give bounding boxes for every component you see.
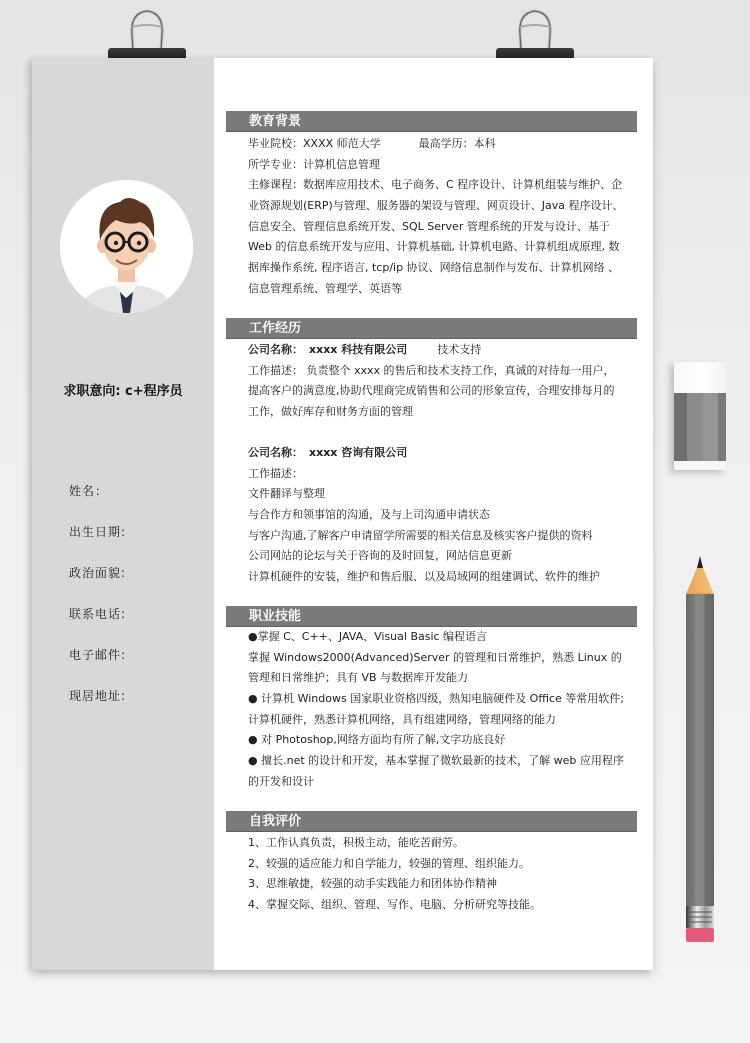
- skill-line: ●掌握 C、C++、JAVA、Visual Basic 编程语言: [248, 630, 488, 643]
- info-address: 现居地址:: [69, 689, 127, 703]
- resume-sidebar: [32, 58, 214, 970]
- major: 所学专业：计算机信息管理: [248, 157, 380, 171]
- personal-info-list: [69, 482, 126, 728]
- skill-line: ● 擅长.net 的设计和开发，基本掌握了微软最新的技术，了解 web 应用程序: [248, 754, 624, 768]
- section-header-self-evaluation: 自我评价: [226, 811, 637, 832]
- info-political-status: 政治面貌:: [69, 566, 127, 580]
- courses-line: 信息管理系统、管理学、英语等: [248, 281, 402, 295]
- job-desc-line: 公司网站的论坛与关于咨询的及时回复，网站信息更新: [248, 549, 512, 563]
- job-desc-line: 提高客户的满意度,协助代理商完成销售和公司的形象宣传，合理安排每月的: [248, 384, 615, 398]
- info-birthdate: 出生日期:: [69, 525, 127, 539]
- self-eval-line: 4、掌握交际、组织、管理、写作、电脑、分析研究等技能。: [248, 898, 541, 912]
- courses-line: 信息安全、管理信息系统开发、SQL Server 管理系统的开发与设计、基于: [248, 219, 610, 233]
- company-name: xxxx 科技有限公司: [309, 343, 408, 356]
- section-self-evaluation: [248, 833, 640, 916]
- job-company-row: [248, 340, 640, 361]
- info-email: 电子邮件:: [69, 648, 127, 662]
- self-eval-line: 1、工作认真负责，积极主动，能吃苦耐劳。: [248, 836, 464, 849]
- avatar: [60, 180, 193, 313]
- section-header-skills: 职业技能: [226, 606, 637, 627]
- company-label: 公司名称：: [248, 446, 303, 459]
- education-school-row: [248, 134, 640, 155]
- job-position: 技术支持: [437, 343, 482, 356]
- info-name: 姓名：: [69, 484, 109, 498]
- job-objective: 求职意向: c+程序员: [63, 384, 183, 399]
- section-skills: [248, 627, 640, 793]
- self-eval-line: 3、思维敏捷，较强的动手实践能力和团体协作精神: [248, 877, 497, 891]
- job-company-row: [248, 443, 640, 464]
- degree: 最高学历：本科: [418, 137, 496, 150]
- self-eval-line: 2、较强的适应能力和自学能力，较强的管理、组织能力。: [248, 856, 530, 870]
- skill-line: 掌握 Windows2000(Advanced)Server 的管理和日常维护，熟悉 Linux 的: [248, 650, 622, 664]
- company-name: xxxx 咨询有限公司: [309, 446, 408, 459]
- section-education: [248, 134, 640, 300]
- info-phone: 联系电话:: [69, 607, 127, 621]
- section-header-education: 教育背景: [226, 111, 637, 132]
- section-work-job-1: [248, 340, 640, 423]
- job-desc-line: 与客户沟通,了解客户申请留学所需要的相关信息及核实客户提供的资料: [248, 528, 593, 542]
- courses-line: 据库操作系统, 程序语言, tcp/ip 协议、网络信息制作与发布、计算机网络 、: [248, 261, 620, 275]
- job-desc-line: 工作描述：: [248, 466, 303, 480]
- job-desc-line: 工作，做好库存和财务方面的管理: [248, 405, 413, 419]
- eraser-icon: [674, 362, 726, 470]
- skill-line: 计算机硬件，熟悉计算机网络，具有组建网络，管理网络的能力: [248, 712, 556, 726]
- cartoon-person-icon: [60, 180, 193, 313]
- courses-line: Web 的信息系统开发与应用、计算机基础, 计算机电路、计算机组成原理, 数: [248, 240, 620, 254]
- courses-line: 业资源规划(ERP)与管理、服务器的架设与管理、网页设计、Java 程序设计、: [248, 199, 624, 213]
- skill-line: ● 计算机 Windows 国家职业资格四级，熟知电脑硬件及 Office 等常用软件;: [248, 692, 624, 706]
- job-desc-line: 与合作方和领事馆的沟通，及与上司沟通申请状态: [248, 508, 490, 522]
- skill-line: 的开发和设计: [248, 774, 314, 788]
- section-work-job-2: [248, 443, 640, 588]
- job-desc-line: 文件翻译与整理: [248, 487, 325, 501]
- courses-line: 主修课程：数据库应用技术、电子商务、C 程序设计、计算机组装与维护、企: [248, 178, 623, 192]
- school: 毕业院校：XXXX 师范大学: [248, 137, 381, 150]
- job-desc-line: 计算机硬件的安装，维护和售后服、以及局域网的组建调试、软件的维护: [248, 570, 600, 584]
- resume-paper: [32, 58, 653, 970]
- skill-line: ● 对 Photoshop,网络方面均有所了解,文字功底良好: [248, 733, 506, 747]
- skill-line: 管理和日常维护；具有 VB 与数据库开发能力: [248, 671, 469, 685]
- company-label: 公司名称：: [248, 343, 303, 356]
- section-header-work: 工作经历: [226, 318, 637, 339]
- pencil-icon: [686, 556, 714, 944]
- job-desc-line: 工作描述： 负责整个 xxxx 的售后和技术支持工作，真诚的对待每一用户，: [248, 363, 615, 377]
